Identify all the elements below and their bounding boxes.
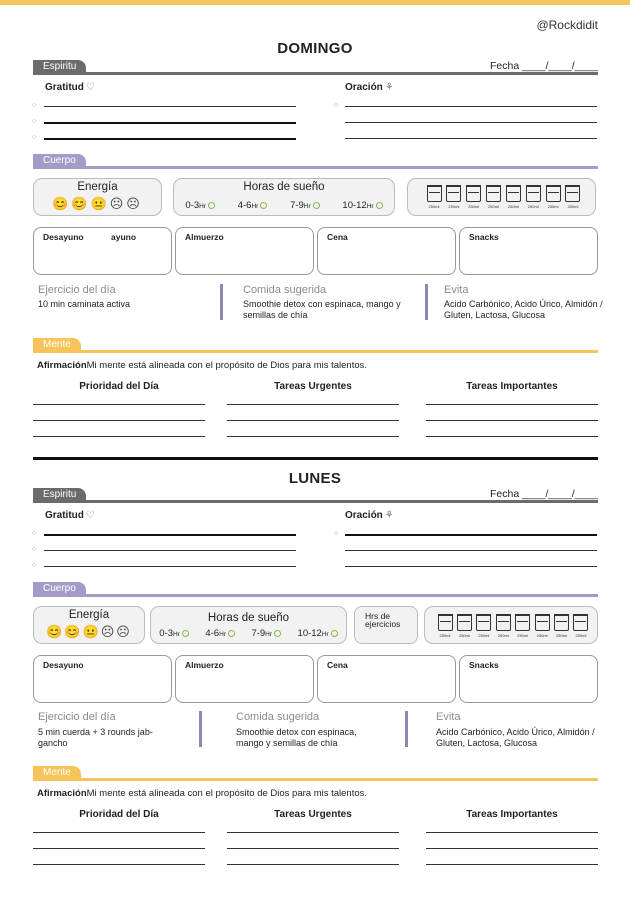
hand-heart-icon: ♡ <box>85 510 95 521</box>
espiritu-divider <box>33 500 598 503</box>
date-field[interactable]: Fecha ____/____/____ <box>489 60 598 72</box>
ayuno-label: ayuno <box>111 232 137 242</box>
water-glass-icon[interactable]: 250ml <box>495 614 511 638</box>
water-glass-icon[interactable]: 250ml <box>525 185 541 209</box>
author-handle: @Rockdidit <box>536 18 598 32</box>
water-glass-icon[interactable]: 250ml <box>456 614 472 638</box>
water-glass-icon[interactable]: 250ml <box>466 185 482 209</box>
task-line[interactable] <box>33 848 205 849</box>
evita-heading: Evita <box>436 711 461 723</box>
sleep-option[interactable]: 10-12Hr <box>342 200 382 211</box>
gratitud-line[interactable] <box>44 566 296 567</box>
meal-label: Desayuno <box>43 232 84 242</box>
sleep-option[interactable]: 4-6Hr <box>238 200 268 211</box>
exercise-hours-label: Hrs de ejercicios <box>365 611 401 629</box>
cuerpo-tab: Cuerpo <box>33 154 86 167</box>
water-glass-icon[interactable]: 250ml <box>545 185 561 209</box>
oracion-label: Oración ⚘ <box>345 82 394 93</box>
bullet-icon: ○ <box>334 530 339 537</box>
sleep-title: Horas de sueño <box>207 612 290 624</box>
gratitud-line[interactable] <box>44 534 296 536</box>
hand-heart-icon: ♡ <box>85 82 95 93</box>
evita-text: Acido Carbónico, Acido Úrico, Almidón / Gluten, Lactosa, Glucosa <box>436 727 595 748</box>
bullet-icon: ○ <box>32 530 37 537</box>
exercise-hours-box[interactable] <box>354 606 418 644</box>
mood-faces[interactable]: 😊😊😐☹☹ <box>46 624 132 639</box>
comida-text: Smoothie detox con espinaca, mango y semillas de chía <box>243 299 401 320</box>
cuerpo-divider <box>33 594 598 597</box>
comida-text: Smoothie detox con espinaca, mango y semillas de chía <box>236 727 357 748</box>
bullet-icon: ○ <box>32 546 37 553</box>
task-heading-importantes: Tareas Importantes <box>466 381 558 392</box>
sleep-option[interactable]: 7-9Hr <box>251 628 281 639</box>
task-heading-importantes: Tareas Importantes <box>466 809 558 820</box>
task-line[interactable] <box>227 848 399 849</box>
bullet-icon: ○ <box>32 134 37 141</box>
bullet-icon: ○ <box>32 102 37 109</box>
sleep-option[interactable]: 7-9Hr <box>290 200 320 211</box>
energia-card <box>33 606 145 644</box>
meal-label: Desayuno <box>43 660 84 670</box>
water-glass-icon[interactable]: 250ml <box>437 614 453 638</box>
water-glasses <box>437 614 589 638</box>
water-card <box>424 606 598 644</box>
mente-tab: Mente <box>33 338 81 351</box>
meal-label: Cena <box>327 232 348 242</box>
water-glass-icon[interactable]: 250ml <box>554 614 570 638</box>
meal-box-desayuno[interactable] <box>33 655 172 703</box>
water-glass-icon[interactable]: 250ml <box>505 185 521 209</box>
espiritu-tab: Espiritu <box>33 60 86 73</box>
sleep-option[interactable]: 10-12Hr <box>298 628 338 639</box>
praying-hands-icon: ⚘ <box>384 510 394 521</box>
task-line[interactable] <box>227 832 399 833</box>
oracion-label: Oración ⚘ <box>345 510 394 521</box>
sleep-options <box>151 628 346 639</box>
task-heading-urgentes: Tareas Urgentes <box>274 381 352 392</box>
gratitud-label: Gratitud ♡ <box>45 82 95 93</box>
sleep-option[interactable]: 0-3Hr <box>159 628 189 639</box>
oracion-line[interactable] <box>345 566 597 567</box>
praying-hands-icon: ⚘ <box>384 82 394 93</box>
evita-heading: Evita <box>444 284 469 296</box>
sleep-card <box>150 606 347 644</box>
mood-faces[interactable]: 😊😊😐☹☹ <box>52 196 143 211</box>
meal-label: Almuerzo <box>185 660 224 670</box>
bullet-icon: ○ <box>334 102 339 109</box>
day-title: DOMINGO <box>277 40 353 57</box>
affirmation: AfirmaciónMi mente está alineada con el propósito de Dios para mis talentos. <box>37 360 368 371</box>
water-glass-icon[interactable]: 250ml <box>446 185 462 209</box>
comida-heading: Comida sugerida <box>243 284 327 296</box>
water-glass-icon[interactable]: 250ml <box>573 614 589 638</box>
task-heading-urgentes: Tareas Urgentes <box>274 809 352 820</box>
date-field[interactable]: Fecha ____/____/____ <box>489 488 598 500</box>
water-glass-icon[interactable]: 250ml <box>515 614 531 638</box>
meal-box-cena[interactable] <box>317 655 456 703</box>
mente-tab: Mente <box>33 766 81 779</box>
meal-label: Snacks <box>469 232 499 242</box>
task-line[interactable] <box>426 864 598 865</box>
gratitud-line[interactable] <box>44 550 296 551</box>
ejercicio-text: 5 min cuerda + 3 rounds jab-gancho <box>38 727 153 748</box>
ejercicio-heading: Ejercicio del día <box>38 284 116 296</box>
bullet-icon: ○ <box>32 562 37 569</box>
espiritu-tab: Espiritu <box>33 488 86 501</box>
water-glass-icon[interactable]: 250ml <box>476 614 492 638</box>
task-heading-prioridad: Prioridad del Día <box>79 381 159 392</box>
sleep-title: Horas de sueño <box>243 181 325 193</box>
column-divider <box>405 711 408 747</box>
gratitud-label: Gratitud ♡ <box>45 510 95 521</box>
energia-title: Energía <box>77 181 118 193</box>
water-glass-icon[interactable]: 250ml <box>426 185 442 209</box>
water-glass-icon[interactable]: 250ml <box>486 185 502 209</box>
water-glass-icon[interactable]: 250ml <box>565 185 581 209</box>
day-title: LUNES <box>288 470 342 487</box>
task-line[interactable] <box>33 832 205 833</box>
task-line[interactable] <box>426 832 598 833</box>
cuerpo-tab: Cuerpo <box>33 582 86 595</box>
task-line[interactable] <box>426 848 598 849</box>
oracion-line[interactable] <box>345 534 597 536</box>
water-glass-icon[interactable]: 250ml <box>534 614 550 638</box>
meal-label: Almuerzo <box>185 232 224 242</box>
ejercicio-heading: Ejercicio del día <box>38 711 116 723</box>
oracion-line[interactable] <box>345 550 597 551</box>
column-divider <box>199 711 202 747</box>
bullet-icon: ○ <box>32 118 37 125</box>
meal-box-snacks[interactable] <box>459 655 598 703</box>
evita-text: Acido Carbónico, Acido Úrico, Almidón / Gluten, Lactosa, Glucosa <box>444 299 603 320</box>
meal-box-almuerzo[interactable] <box>175 655 314 703</box>
mente-divider <box>33 778 598 781</box>
task-heading-prioridad: Prioridad del Día <box>79 809 159 820</box>
meal-label: Cena <box>327 660 348 670</box>
comida-heading: Comida sugerida <box>236 711 320 723</box>
task-line[interactable] <box>33 864 205 865</box>
sleep-option[interactable]: 4-6Hr <box>205 628 235 639</box>
affirmation: AfirmaciónMi mente está alineada con el propósito de Dios para mis talentos. <box>37 788 368 799</box>
energia-title: Energía <box>68 609 110 621</box>
task-line[interactable] <box>227 864 399 865</box>
ejercicio-text: 10 min caminata activa <box>38 299 131 309</box>
meal-label: Snacks <box>469 660 499 670</box>
sleep-option[interactable]: 0-3Hr <box>185 200 215 211</box>
